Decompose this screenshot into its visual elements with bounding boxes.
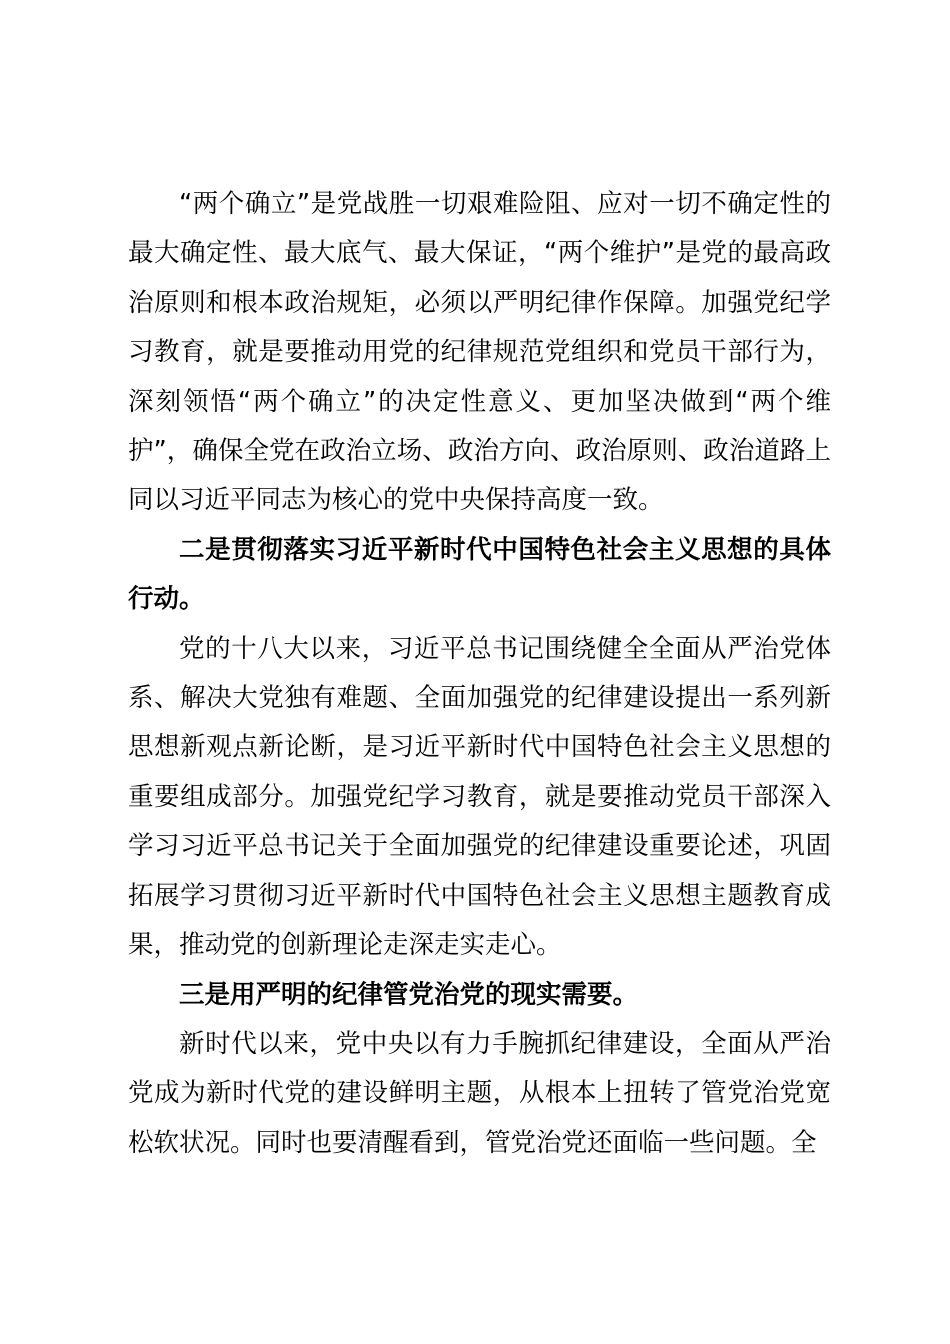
heading-point-two: 二是贯彻落实习近平新时代中国特色社会主义思想的具体行动。 [128,534,831,615]
heading-point-three: 三是用严明的纪律管党治党的现实需要。 [179,979,639,1010]
paragraph-new-era: 新时代以来，党中央以有力手腕抓纪律建设，全面从严治党成为新时代党的建设鲜明主题，从根本上扭转了管党治党宽松软状况。同时也要清醒看到，管党治党还面临一些问题。全 [128,1028,831,1158]
paragraph-two-establishments: “两个确立”是党战胜一切艰难险阻、应对一切不确定性的最大确定性、最大底气、最大保证，“两个维护”是党的最高政治原则和根本政治规矩，必须以严明纪律作保障。加强党纪学习教育，就是要推动用党的纪律规范党组织和党员干部行为，深刻领悟“两个确立”的决定性意义、更加坚决做到“两个维护”，确保全党在政治立场、政治方向、政治原则、政治道路上同以习近平同志为核心的党中央保持高度一致。 [128,189,831,516]
document-page [128,180,831,1168]
paragraph-eighteenth-congress: 党的十八大以来，习近平总书记围绕健全全面从严治党体系、解决大党独有难题、全面加强党的纪律建设提出一系列新思想新观点新论断，是习近平新时代中国特色社会主义思想的重要组成部分。加强党纪学习教育，就是要推动党员干部深入学习习近平总书记关于全面加强党的纪律建设重要论述，巩固拓展学习贯彻习近平新时代中国特色社会主义思想主题教育成果，推动党的创新理论走深走实走心。 [128,633,831,961]
